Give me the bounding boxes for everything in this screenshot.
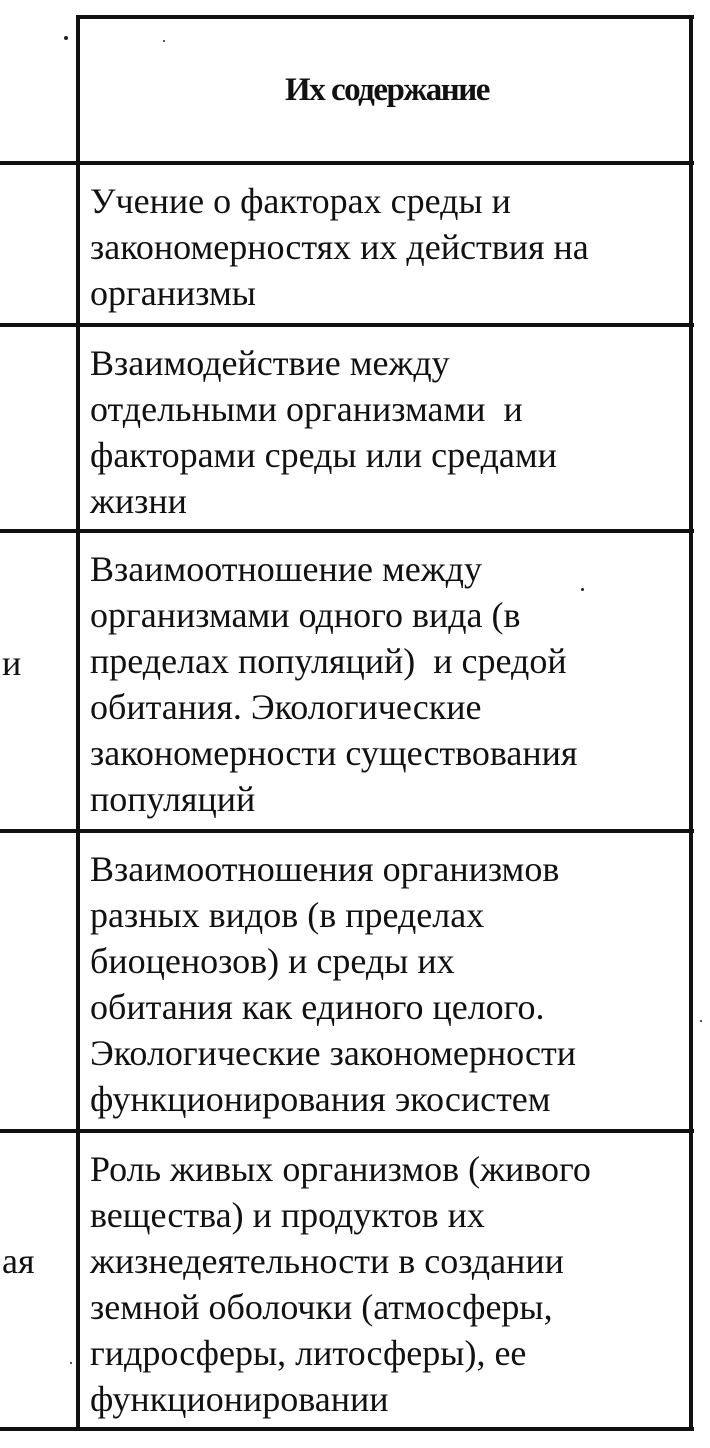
scan-speck <box>700 1020 702 1022</box>
scan-speck <box>581 588 584 591</box>
scan-speck <box>70 1362 72 1364</box>
header-divider <box>0 161 694 165</box>
scan-speck <box>163 40 165 42</box>
row-divider-1 <box>0 323 694 327</box>
table-top-border <box>80 15 694 19</box>
row-divider-2 <box>0 529 694 533</box>
table-cell-content: Учение о факторах среды и закономерностях их действия на организмы <box>90 181 589 313</box>
row-divider-3 <box>0 829 694 833</box>
table-cell-content: Роль живых организмов (живого вещества) и продуктов их жизнедеятельности в создании земной оболочки (атмосферы, гидросферы, литосферы), ее функционировании <box>90 1149 591 1419</box>
row-divider-4 <box>0 1129 694 1133</box>
column-divider <box>76 15 80 1431</box>
table-cell-content: Взаимоотношение между организмами одного вида (в пределах популяций) и средой обитания. Экологические закономерности существования популяций <box>90 549 578 819</box>
column-header-content: Их содержание <box>285 72 489 108</box>
left-column-fragment: ая <box>2 1241 35 1281</box>
scan-speck <box>64 36 68 40</box>
left-column-fragment: и <box>2 643 22 683</box>
table-bottom-border <box>0 1427 694 1431</box>
table-cell-content: Взаимодействие между отдельными организмами и факторами среды или средами жизни <box>90 343 557 521</box>
table-right-border <box>689 15 693 1431</box>
table-cell-content: Взаимоотношения организмов разных видов (в пределах биоценозов) и среды их обитания как единого целого. Экологические закономерности функционирования экосистем <box>90 849 576 1119</box>
